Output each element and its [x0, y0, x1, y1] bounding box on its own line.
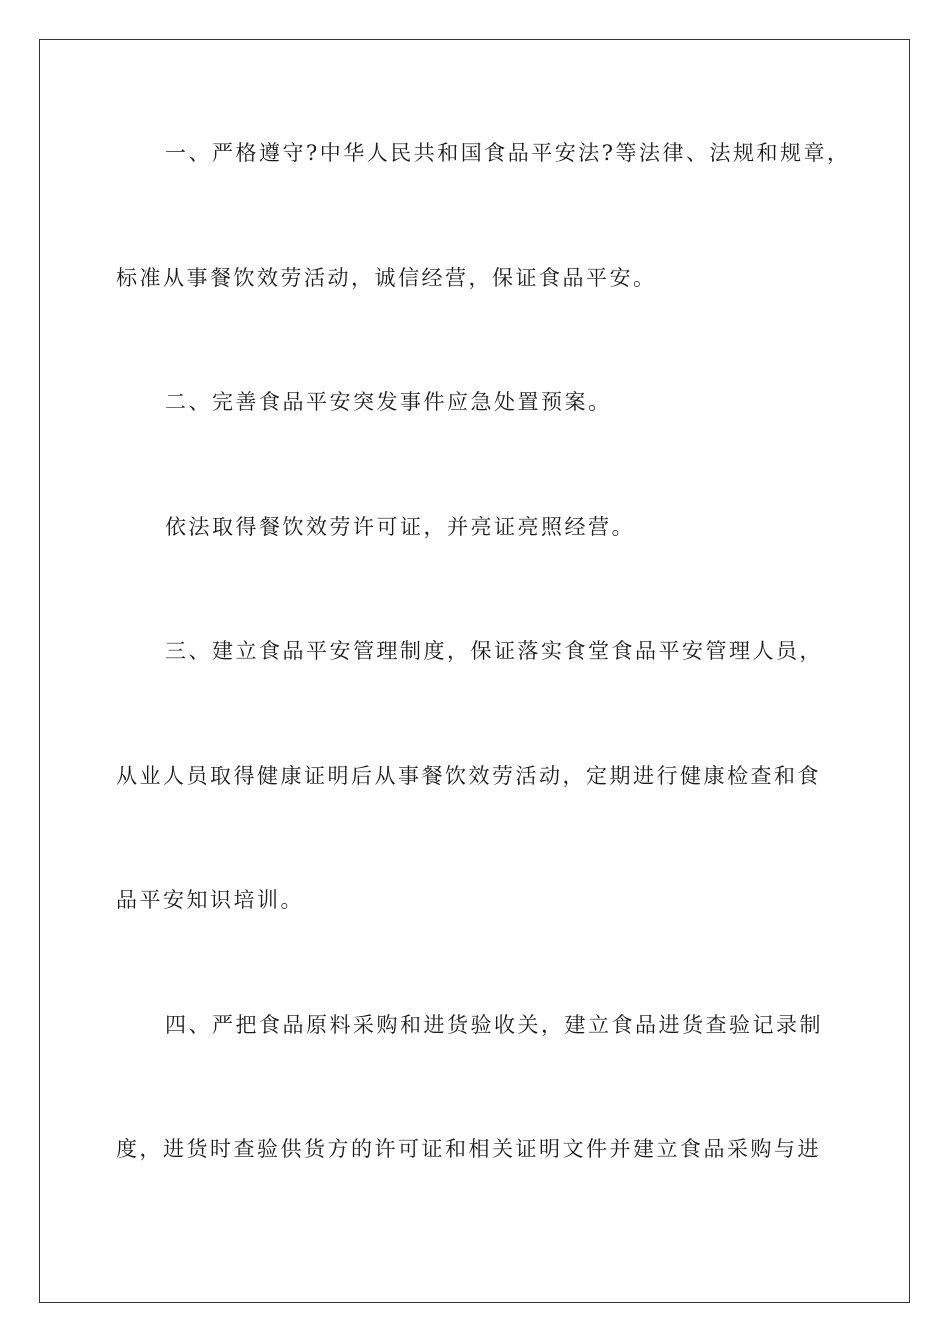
paragraph-5-line-1: 四、严把食品原料采购和进货验收关，建立食品进货查验记录制 [165, 1013, 823, 1037]
paragraph-4-line-3: 品平安知识培训。 [116, 888, 304, 912]
paragraph-1-line-1: 一、严格遵守?中华人民共和国食品平安法?等法律、法规和规章， [165, 141, 851, 165]
paragraph-4-line-2: 从业人员取得健康证明后从事餐饮效劳活动，定期进行健康检查和食 [116, 764, 821, 788]
paragraph-1-line-2: 标准从事餐饮效劳活动，诚信经营，保证食品平安。 [116, 266, 657, 290]
paragraph-3-line-1: 依法取得餐饮效劳许可证，并亮证亮照经营。 [165, 515, 635, 539]
paragraph-4-line-1: 三、建立食品平安管理制度，保证落实食堂食品平安管理人员， [165, 639, 823, 663]
page-border [39, 39, 910, 1303]
paragraph-5-line-2: 度，进货时查验供货方的许可证和相关证明文件并建立食品采购与进 [116, 1137, 821, 1161]
paragraph-2-line-1: 二、完善食品平安突发事件应急处置预案。 [165, 390, 612, 414]
